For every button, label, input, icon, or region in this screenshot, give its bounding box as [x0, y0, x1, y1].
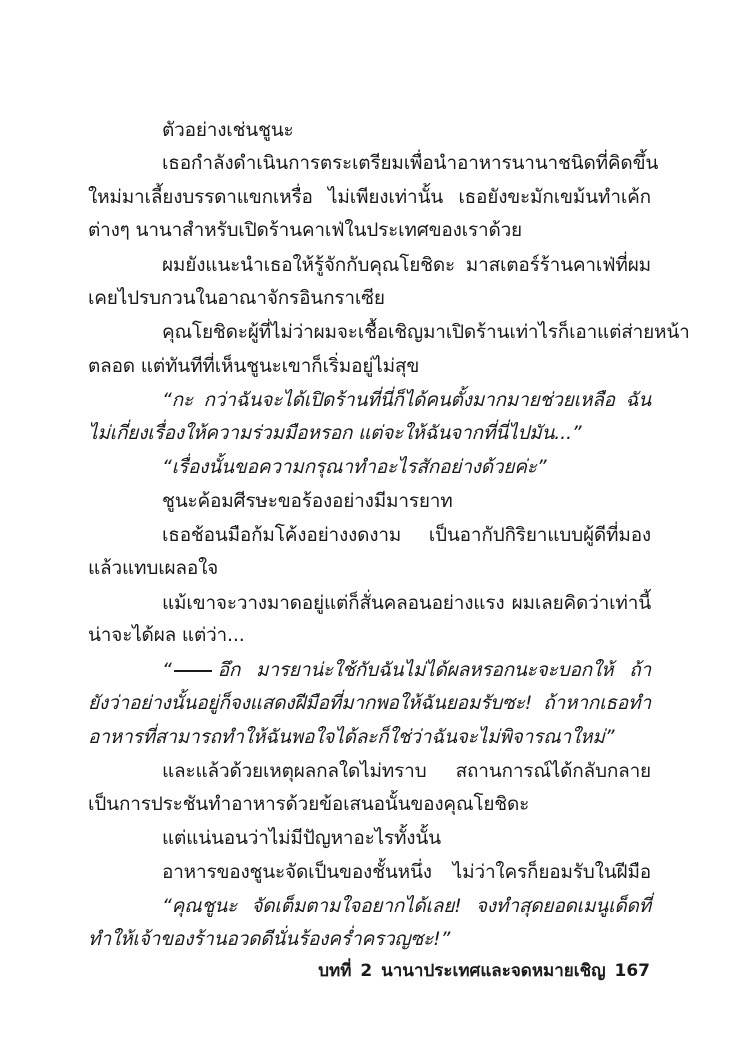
page-footer: บทที่ 2 นานาประเทศและจดหมายเชิญ 167	[318, 961, 650, 981]
dialogue-line: “เรื่องนั้นขอความกรุณาทำอะไรสักอย่างด้วยค่ะ”	[162, 456, 547, 478]
paragraph-line: ผมยังแนะนำเธอให้รู้จักกับคุณโยชิดะ มาสเตอร์ร้านคาเฟ่ที่ผม	[162, 254, 651, 276]
dialogue-text: อึก มารยาน่ะใช้กับฉันไม่ได้ผลหรอกนะจะบอกให้ ถ้า	[217, 659, 651, 681]
paragraph-line: ใหม่มาเลี้ยงบรรดาแขกเหรื่อ ไม่เพียงเท่านั้น เธอยังขะมักเขม้นทำเค้ก	[88, 186, 651, 208]
paragraph-line: เธอกำลังดำเนินการตระเตรียมเพื่อนำอาหารนานาชนิดที่คิดขึ้น	[162, 152, 659, 174]
paragraph-line: แล้วแทบเผลอใจ	[88, 557, 219, 579]
paragraph-line: เป็นการประชันทำอาหารด้วยข้อเสนอนั้นของคุณโยชิดะ	[88, 793, 530, 815]
paragraph-line: คุณโยชิดะผู้ที่ไม่ว่าผมจะเชื้อเชิญมาเปิดร้านเท่าไรก็เอาแต่ส่ายหน้า	[162, 321, 690, 343]
dialogue-line: ทำให้เจ้าของร้านอวดดีนั่นร้องคร่ำครวญซะ!”	[88, 928, 451, 950]
paragraph-line: เธอช้อนมือก้มโค้งอย่างงดงาม เป็นอากัปกิริยาแบบผู้ดีที่มอง	[162, 524, 651, 546]
paragraph-line: ตลอด แต่ทันทีที่เห็นชูนะเขาก็เริ่มอยู่ไม่สุข	[88, 355, 420, 377]
dialogue-line: “คุณชูนะ จัดเต็มตามใจอยากได้เลย! จงทำสุดยอดเมนูเด็ดที่	[162, 895, 651, 917]
dialogue-line	[162, 653, 651, 687]
dialogue-line: อาหารที่สามารถทำให้ฉันพอใจได้ละก็ใช่ว่าฉันจะไม่พิจารณาใหม่”	[88, 726, 615, 748]
quote-open: “	[162, 659, 172, 681]
paragraph-line: อาหารของชูนะจัดเป็นของชั้นหนึ่ง ไม่ว่าใครก็ยอมรับในฝีมือ	[162, 861, 651, 883]
dialogue-line: “กะ กว่าฉันจะได้เปิดร้านที่นี่ก็ได้คนตั้งมากมายช่วยเหลือ ฉัน	[162, 389, 651, 411]
paragraph-line: น่าจะได้ผล แต่ว่า...	[88, 624, 245, 646]
paragraph-line: ต่างๆ นานาสำหรับเปิดร้านคาเฟ่ในประเทศของเราด้วย	[88, 219, 522, 241]
paragraph-line: แม้เขาจะวางมาดอยู่แต่ก็สั่นคลอนอย่างแรง ผมเลยคิดว่าเท่านี้	[162, 592, 651, 614]
paragraph-line: เคยไปรบกวนในอาณาจักรอินกราเซีย	[88, 287, 385, 309]
em-dash	[174, 670, 212, 672]
paragraph-line: ชูนะค้อมศีรษะขอร้องอย่างมีมารยาท	[162, 490, 453, 512]
paragraph-line: และแล้วด้วยเหตุผลกลใดไม่ทราบ สถานการณ์ได้กลับกลาย	[162, 760, 651, 782]
paragraph-line: แต่แน่นอนว่าไม่มีปัญหาอะไรทั้งนั้น	[162, 827, 441, 849]
dialogue-line: ยังว่าอย่างนั้นอยู่ก็จงแสดงฝีมือที่มากพอให้ฉันยอมรับซะ! ถ้าหากเธอทำ	[88, 692, 651, 714]
paragraph-line: ตัวอย่างเช่นชูนะ	[162, 119, 294, 141]
dialogue-line: ไม่เกี่ยงเรื่องให้ความร่วมมือหรอก แต่จะให้ฉันจากที่นี่ไปมัน...”	[88, 422, 582, 444]
